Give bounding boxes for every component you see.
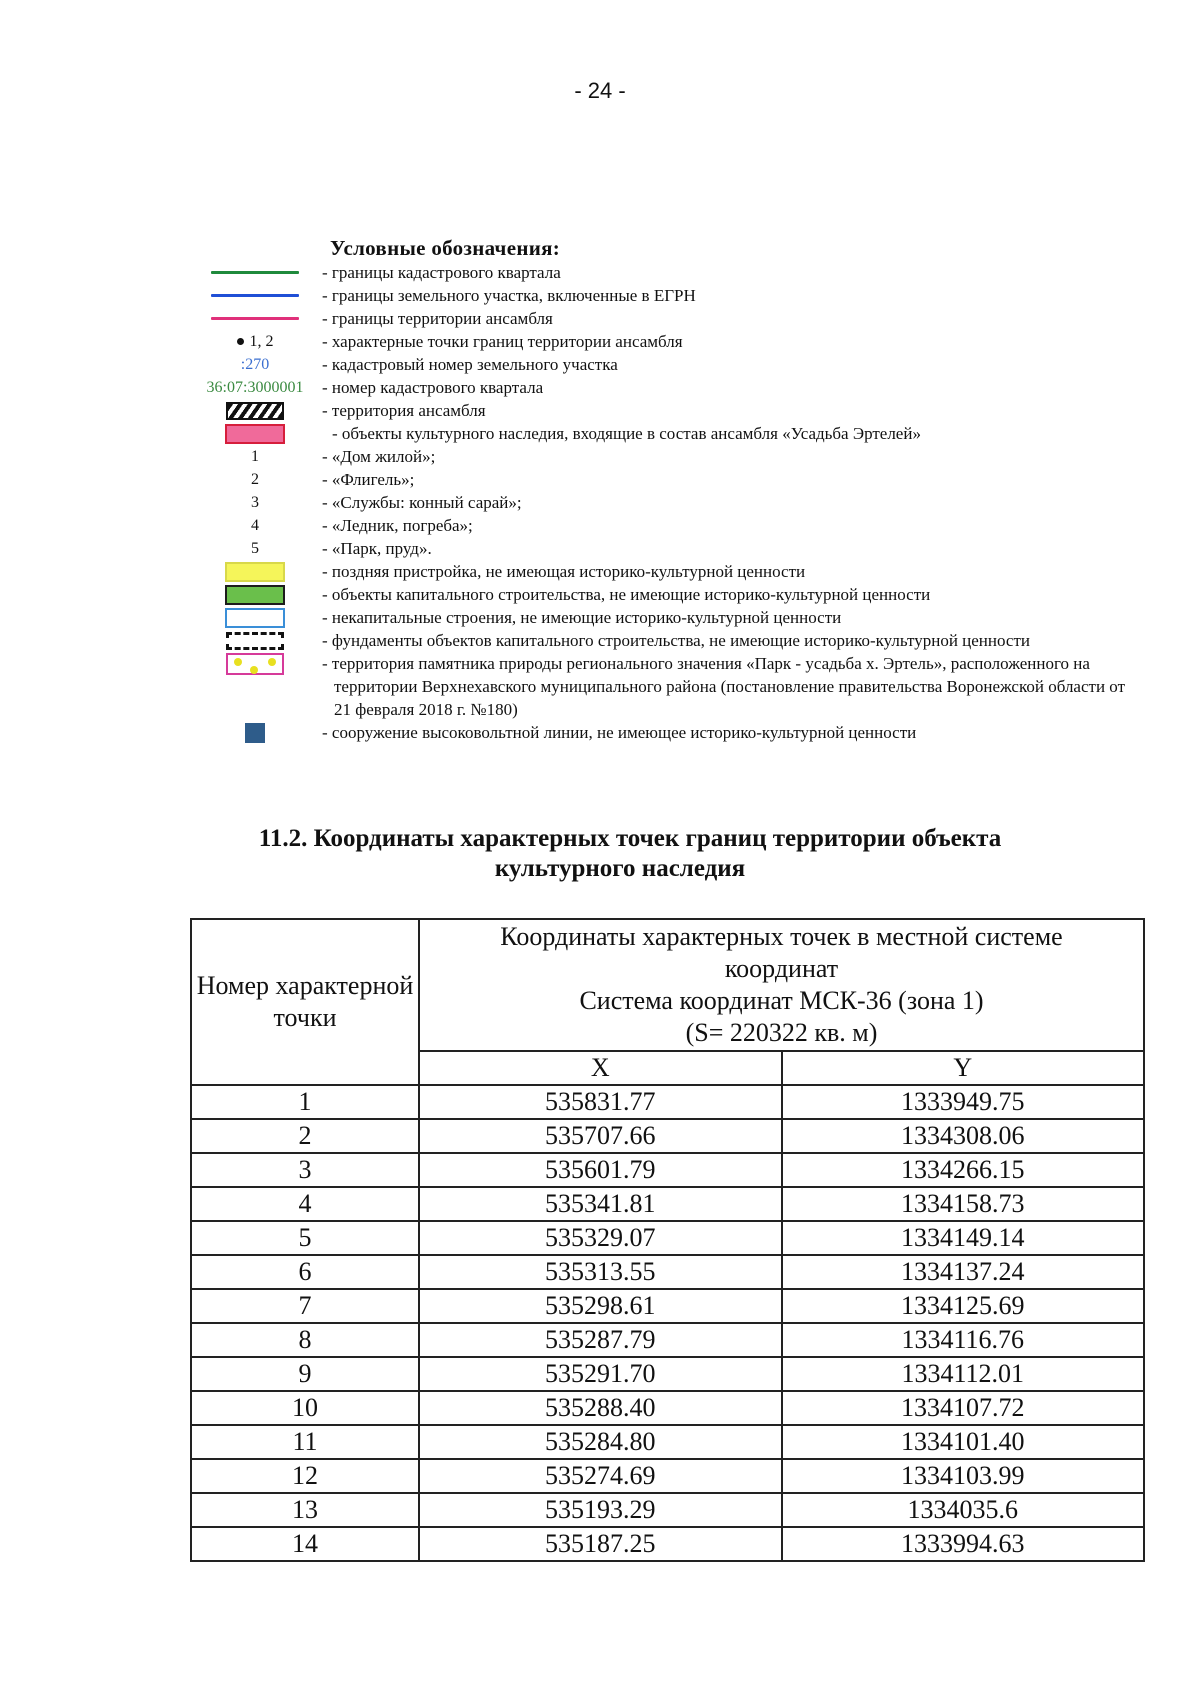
boundary-line-icon [211,271,299,274]
legend-description: - фундаменты объектов капитального строительства, не имеющие историко-культурной ценности [322,631,1030,650]
legend-symbol [190,284,320,307]
legend-symbol [190,399,320,422]
y-coordinate-cell: 1334308.06 [782,1119,1145,1153]
legend-symbol-label: 3 [251,494,259,511]
legend-description: - территория памятника природы регионального значения «Парк - усадьба х. Эртель», расположенного на территории Верхнехавского муниципального района (постановление правительства Воронежской области от 21 февраля 2018 г. №180) [322,654,1125,719]
legend-symbol-label: 2 [251,471,259,488]
y-coordinate-cell: 1334149.14 [782,1221,1145,1255]
legend-symbol-label: 5 [251,540,259,557]
y-coordinate-cell: 1334137.24 [782,1255,1145,1289]
x-coordinate-cell: 535601.79 [419,1153,782,1187]
point-number-cell: 11 [191,1425,419,1459]
point-number-cell: 7 [191,1289,419,1323]
yellow-dot-icon [268,658,276,666]
legend-item [190,445,1130,468]
legend-item [190,629,1130,652]
page-number: - 24 - [574,78,626,103]
legend-symbol-label: 4 [251,517,259,534]
y-coordinate-cell: 1334103.99 [782,1459,1145,1493]
point-number-cell: 1 [191,1085,419,1119]
legend-symbol [190,330,320,353]
point-number-cell: 5 [191,1221,419,1255]
point-number-cell: 14 [191,1527,419,1561]
y-coordinate-cell: 1334116.76 [782,1323,1145,1357]
legend-symbol-label: :270 [240,356,270,373]
legend-item [190,583,1130,606]
legend-item [190,514,1130,537]
legend-description: - «Флигель»; [322,470,415,489]
nature-area-icon [226,653,284,675]
x-coordinate-cell: 535707.66 [419,1119,782,1153]
point-number-cell: 10 [191,1391,419,1425]
x-coordinate-cell: 535313.55 [419,1255,782,1289]
legend-item [190,399,1130,422]
point-number-cell: 2 [191,1119,419,1153]
legend-symbol [190,468,320,491]
dashed-rectangle-icon [226,632,284,650]
x-coordinate-cell: 535298.61 [419,1289,782,1323]
legend-item [190,606,1130,629]
table-body [191,1085,1144,1561]
power-line-square-icon [245,723,265,743]
x-coordinate-cell: 535284.80 [419,1425,782,1459]
table-row [191,1323,1144,1357]
point-marker-icon [237,330,274,353]
x-coordinate-cell: 535287.79 [419,1323,782,1357]
y-coordinate-cell: 1334158.73 [782,1187,1145,1221]
table-row [191,1391,1144,1425]
y-coordinate-cell: 1334101.40 [782,1425,1145,1459]
table-row [191,1289,1144,1323]
legend-symbol [190,422,320,445]
legend-description: - «Парк, пруд». [322,539,432,558]
y-coordinate-cell: 1334035.6 [782,1493,1145,1527]
column-header-x: X [419,1051,782,1085]
legend-item [190,376,1130,399]
legend-item [190,721,1130,744]
legend-description: - характерные точки границ территории ансамбля [322,332,683,351]
legend-symbol-label: 1, 2 [249,333,274,350]
legend-item [190,422,1130,445]
column-header-point-number: Номер характерной точки [191,919,419,1085]
dot-icon [237,338,244,345]
yellow-dot-icon [234,658,242,666]
table-row [191,1119,1144,1153]
x-coordinate-cell: 535288.40 [419,1391,782,1425]
column-header-coordinates [419,919,1144,1051]
legend-symbol [190,491,320,514]
legend-symbol [190,606,320,629]
column-header-y: Y [782,1051,1145,1085]
table-row [191,1221,1144,1255]
x-coordinate-cell: 535329.07 [419,1221,782,1255]
filled-rectangle-icon [225,585,285,605]
point-number-cell: 6 [191,1255,419,1289]
point-number-cell: 4 [191,1187,419,1221]
boundary-line-icon [211,317,299,320]
legend-item [190,330,1130,353]
legend-item [190,307,1130,330]
legend-description: - объекты культурного наследия, входящие в состав ансамбля «Усадьба Эртелей» [332,424,921,443]
table-row [191,1085,1144,1119]
legend-description: - «Ледник, погреба»; [322,516,473,535]
legend-symbol [190,376,320,399]
legend-title: Условные обозначения: [330,236,561,260]
section-heading-line-1: 11.2. Координаты характерных точек границ территории объекта [258,825,1002,852]
legend-symbol-label: 1 [251,448,259,465]
legend-symbol [190,629,320,652]
table-row [191,1459,1144,1493]
point-number-cell: 9 [191,1357,419,1391]
y-coordinate-cell: 1333994.63 [782,1527,1145,1561]
legend-description: - поздняя пристройка, не имеющая историко-культурной ценности [322,562,806,581]
legend-symbol [190,261,320,284]
table-row [191,1187,1144,1221]
legend-description: - кадастровый номер земельного участка [322,355,618,374]
legend-description: - «Службы: конный сарай»; [322,493,522,512]
coord-header-line: Координаты характерных точек в местной системе [500,922,1063,951]
table-row [191,1527,1144,1561]
table-row [191,1153,1144,1187]
filled-rectangle-icon [225,608,285,628]
point-number-cell: 13 [191,1493,419,1527]
legend-symbol [190,514,320,537]
legend-description: - «Дом жилой»; [322,447,436,466]
y-coordinate-cell: 1334107.72 [782,1391,1145,1425]
table-row [191,1493,1144,1527]
legend-description: - объекты капитального строительства, не имеющие историко-культурной ценности [322,585,931,604]
legend-symbol [190,307,320,330]
legend-item [190,261,1130,284]
legend-symbol [190,652,320,675]
filled-rectangle-icon [225,562,285,582]
legend-description: - границы земельного участка, включенные в ЕГРН [322,286,696,305]
legend-description: - сооружение высоковольтной линии, не имеющее историко-культурной ценности [322,723,917,742]
legend-symbol [190,537,320,560]
legend-symbol [190,583,320,606]
legend-item [190,284,1130,307]
legend-item [190,491,1130,514]
point-number-cell: 3 [191,1153,419,1187]
y-coordinate-cell: 1334112.01 [782,1357,1145,1391]
x-coordinate-cell: 535831.77 [419,1085,782,1119]
section-heading [0,824,1200,884]
table-row [191,1357,1144,1391]
y-coordinate-cell: 1334125.69 [782,1289,1145,1323]
legend-description: - номер кадастрового квартала [322,378,544,397]
yellow-dot-icon [250,666,258,674]
point-number-cell: 12 [191,1459,419,1493]
coordinates-table [190,918,1145,1562]
coord-header-line: координат [724,954,839,983]
legend-item [190,652,1130,721]
hatch-pattern-icon [226,402,284,420]
legend-description: - территория ансамбля [322,401,486,420]
coord-header-line: Система координат МСК-36 (зона 1) [579,986,984,1015]
legend-description: - границы территории ансамбля [322,309,553,328]
filled-rectangle-icon [225,424,285,444]
legend-symbol [190,721,320,744]
legend-item [190,468,1130,491]
x-coordinate-cell: 535274.69 [419,1459,782,1493]
boundary-line-icon [211,294,299,297]
y-coordinate-cell: 1334266.15 [782,1153,1145,1187]
table-row [191,1255,1144,1289]
legend-symbol-label: 36:07:3000001 [206,379,304,396]
legend-symbol [190,445,320,468]
table-row [191,1425,1144,1459]
coord-header-line: (S= 220322 кв. м) [685,1018,878,1047]
x-coordinate-cell: 535291.70 [419,1357,782,1391]
legend-description: - некапитальные строения, не имеющие историко-культурной ценности [322,608,842,627]
legend-symbol [190,353,320,376]
x-coordinate-cell: 535187.25 [419,1527,782,1561]
section-heading-line-2: культурного наследия [494,855,746,882]
legend-description: - границы кадастрового квартала [322,263,561,282]
y-coordinate-cell: 1333949.75 [782,1085,1145,1119]
legend-item [190,560,1130,583]
legend-list [190,261,1130,744]
legend-item [190,537,1130,560]
x-coordinate-cell: 535193.29 [419,1493,782,1527]
legend-item [190,353,1130,376]
point-number-cell: 8 [191,1323,419,1357]
legend-symbol [190,560,320,583]
x-coordinate-cell: 535341.81 [419,1187,782,1221]
